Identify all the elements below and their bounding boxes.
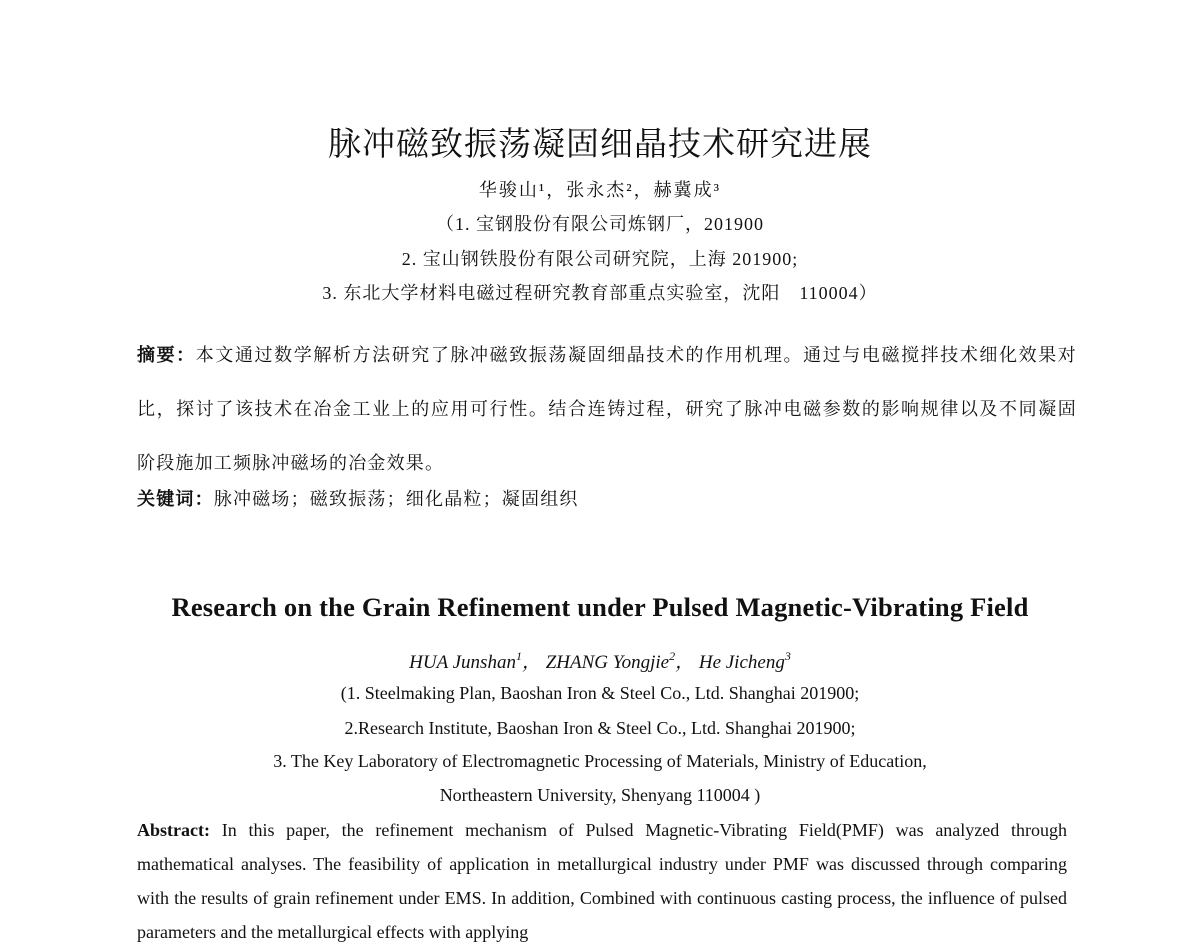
english-abstract-label: Abstract: [137, 820, 210, 840]
english-author-3-sup: 3 [784, 649, 791, 663]
chinese-keywords [137, 485, 579, 511]
english-affiliation-1: (1. Steelmaking Plan, Baoshan Iron & Steel Co., Ltd. Shanghai 201900; [340, 683, 860, 703]
english-affiliation-4: Northeastern University, Shenyang 110004 ) [439, 785, 761, 805]
chinese-abstract-label: 摘要： [137, 345, 196, 365]
english-author-1-sup: 1 [515, 649, 522, 663]
english-author-2-sup: 2 [669, 649, 676, 663]
english-affiliation-2: 2.Research Institute, Baoshan Iron & Steel Co., Ltd. Shanghai 201900; [344, 718, 856, 738]
author-separator: ， [675, 652, 695, 673]
chinese-authors: 华骏山¹，张永杰²，赫冀成³ [478, 180, 722, 200]
english-authors [0, 647, 1200, 674]
chinese-abstract-text: 本文通过数学解析方法研究了脉冲磁致振荡凝固细晶技术的作用机理。通过与电磁搅拌技术细化效果对比，探讨了该技术在冶金工业上的应用可行性。结合连铸过程，研究了脉冲电磁参数的影响规律以及不同凝固阶段施加工频脉冲磁场的冶金效果。 [137, 345, 1077, 473]
english-author-3: He Jicheng [698, 652, 785, 673]
chinese-keywords-label: 关键词： [137, 489, 214, 509]
english-abstract-text: In this paper, the refinement mechanism of Pulsed Magnetic-Vibrating Field(PMF) was analyzed through mathematical analyses. The feasibility of application in metallurgical industry under PMF was discussed through comparing with the results of grain refinement under EMS. In addition, Combined with continuous casting process, the influence of pulsed parameters and the metallurgical effects with applying [137, 820, 1068, 942]
author-separator: ， [521, 652, 541, 673]
chinese-abstract [137, 328, 1077, 490]
chinese-affiliation-2: 2. 宝山钢铁股份有限公司研究院，上海 201900; [401, 249, 799, 269]
english-author-1: HUA Junshan [409, 652, 516, 673]
chinese-affiliation-1: （1. 宝钢股份有限公司炼钢厂，201900 [436, 214, 764, 234]
english-affiliation-3: 3. The Key Laboratory of Electromagnetic Processing of Materials, Ministry of Education, [273, 751, 927, 771]
chinese-keywords-text: 脉冲磁场；磁致振荡；细化晶粒；凝固组织 [213, 489, 579, 509]
chinese-title: 脉冲磁致振荡凝固细晶技术研究进展 [328, 124, 872, 163]
chinese-affiliation-3: 3. 东北大学材料电磁过程研究教育部重点实验室，沈阳 110004） [322, 283, 878, 303]
english-title: Research on the Grain Refinement under Pulsed Magnetic-Vibrating Field [171, 592, 1029, 622]
english-abstract [137, 813, 1067, 949]
english-author-2: ZHANG Yongjie [545, 652, 670, 673]
